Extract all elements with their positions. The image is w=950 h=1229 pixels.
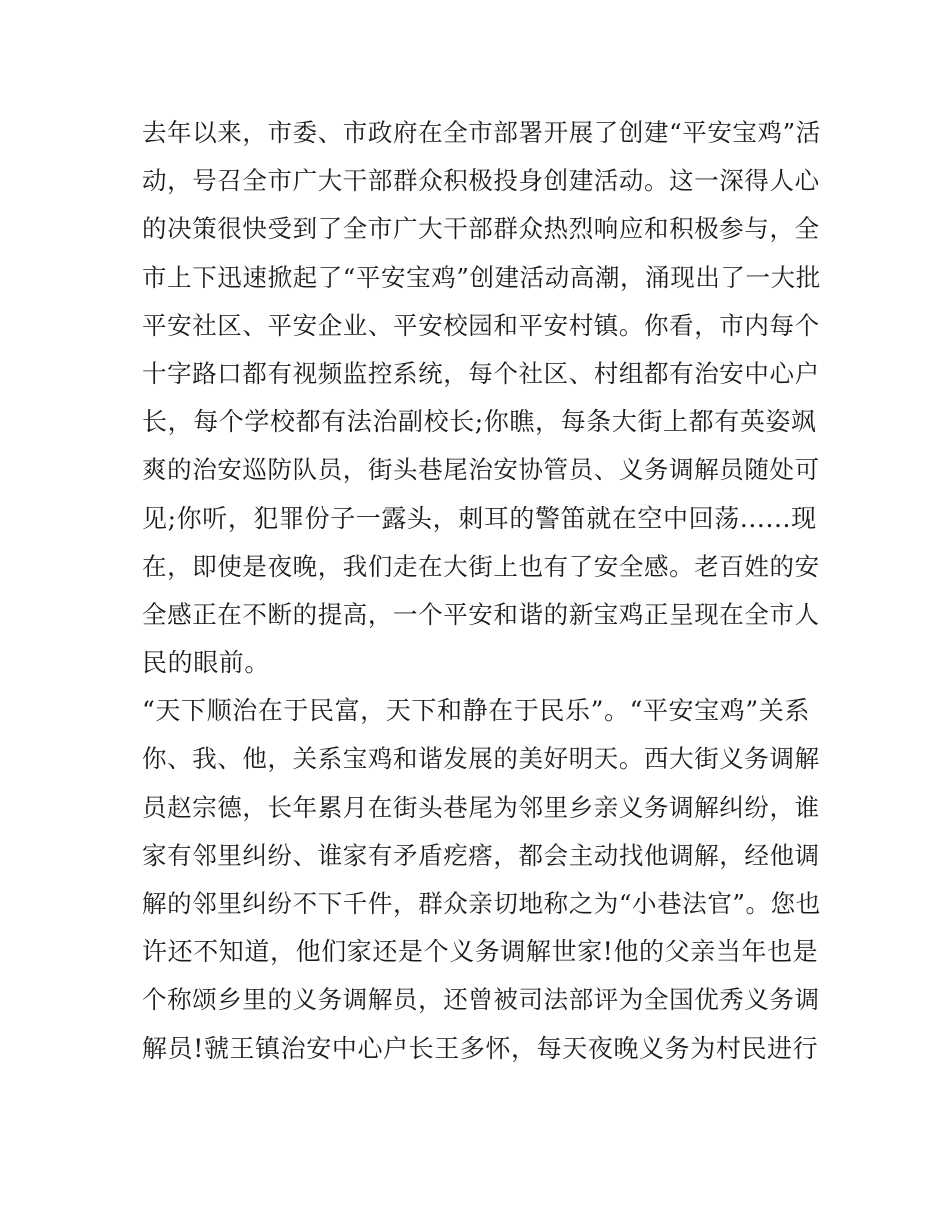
text-line-13: “天下顺治在于民富，天下和静在于民乐”。“平安宝鸡”关系	[142, 696, 810, 726]
text-line-19: 个称颂乡里的义务调解员，还曾被司法部评为全国优秀义务调	[142, 985, 820, 1015]
text-line-3: 的决策很快受到了全市广大干部群众热烈响应和积极参与，全	[142, 214, 820, 244]
text-line-17: 解的邻里纠纷不下千件，群众亲切地称之为“小巷法官”。您也	[142, 889, 821, 918]
text-line-2: 动，号召全市广大干部群众积极投身创建活动。这一深得人心	[142, 166, 820, 196]
text-line-12: 民的眼前。	[142, 648, 271, 678]
text-line-18: 许还不知道，他们家还是个义务调解世家!他的父亲当年也是	[142, 937, 819, 967]
text-line-1: 去年以来，市委、市政府在全市部署开展了创建“平安宝鸡”活	[142, 118, 821, 147]
text-line-16: 家有邻里纠纷、谁家有矛盾疙瘩，都会主动找他调解，经他调	[142, 840, 820, 870]
text-line-15: 员赵宗德，长年累月在街头巷尾为邻里乡亲义务调解纠纷，谁	[142, 792, 820, 822]
text-line-11: 全感正在不断的提高，一个平安和谐的新宝鸡正呈现在全市人	[142, 599, 820, 629]
text-line-9: 见;你听，犯罪份子一露头，刺耳的警笛就在空中回荡......现	[142, 503, 817, 533]
text-line-6: 十字路口都有视频监控系统，每个社区、村组都有治安中心户	[142, 358, 820, 388]
text-line-5: 平安社区、平安企业、平安校园和平安村镇。你看，市内每个	[142, 310, 820, 340]
text-line-20: 解员!虢王镇治安中心户长王多怀，每天夜晚义务为村民进行	[142, 1033, 819, 1063]
text-line-8: 爽的治安巡防队员，街头巷尾治安协管员、义务调解员随处可	[142, 455, 820, 485]
text-line-10: 在，即使是夜晚，我们走在大街上也有了安全感。老百姓的安	[142, 551, 820, 581]
text-line-4: 市上下迅速掀起了“平安宝鸡”创建活动高潮，涌现出了一大批	[142, 262, 821, 292]
text-line-14: 你、我、他，关系宝鸡和谐发展的美好明天。西大街义务调解	[142, 744, 820, 774]
text-line-7: 长，每个学校都有法治副校长;你瞧，每条大街上都有英姿飒	[142, 407, 817, 437]
body-text	[142, 109, 822, 1073]
